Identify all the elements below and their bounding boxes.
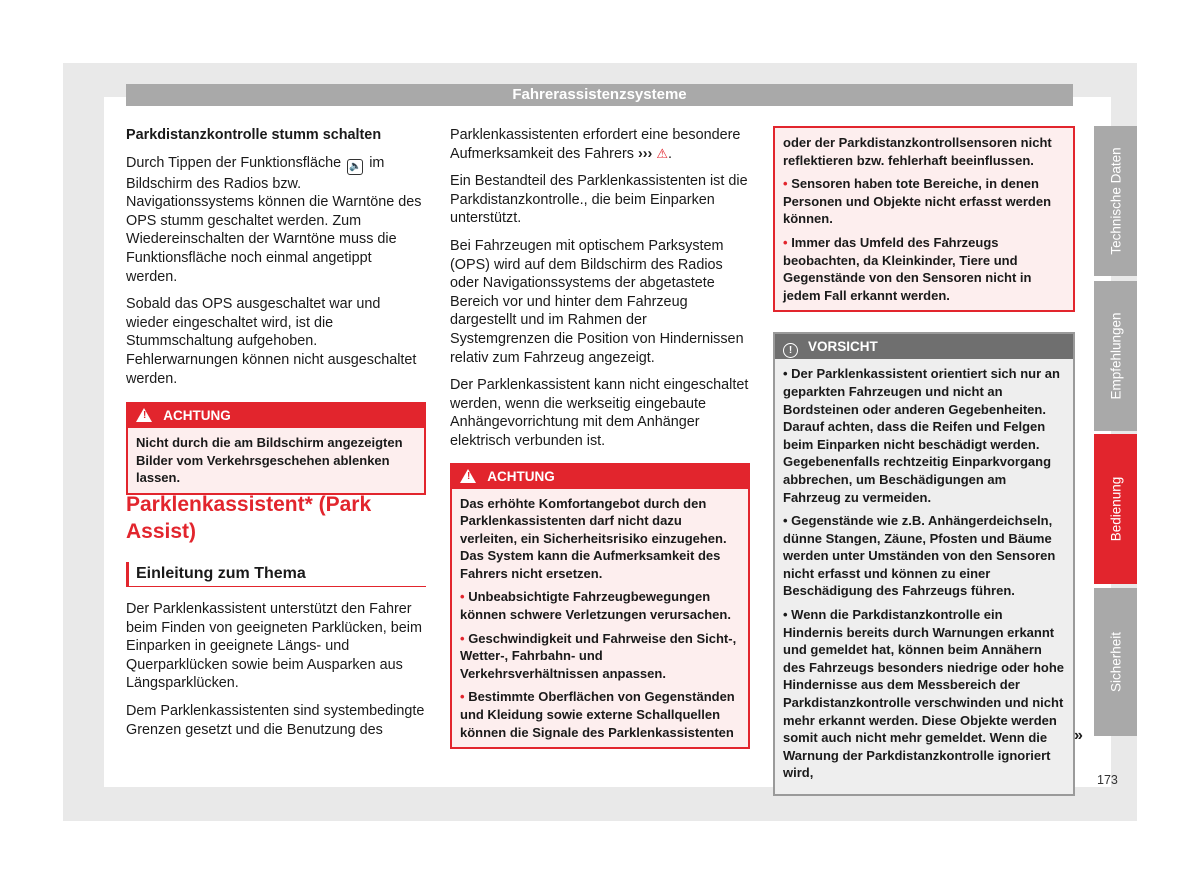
- bullet-icon: •: [783, 176, 788, 192]
- topic-heading: Einleitung zum Thema: [126, 562, 426, 587]
- subsection-heading: Parkdistanzkontrolle stumm schalten: [126, 127, 382, 143]
- page-number: 173: [1097, 773, 1118, 787]
- warning-text: Nicht durch die am Bildschirm angezeigten Bilder vom Verkehrsgeschehen ablenken lassen.: [136, 435, 403, 486]
- chapter-header: Fahrerassistenzsysteme: [126, 84, 1073, 106]
- bullet-icon: •: [460, 589, 465, 605]
- cross-reference-link[interactable]: ›››: [637, 145, 653, 162]
- paragraph: Durch Tippen der Funktionsfläche 🔈 im Bildschirm des Radios bzw. Navigationssystems können die Warntöne des OPS stumm geschaltet werden. Zum Wiedereinschalten der Warntöne muss die Funktionsfläche noch einmal angetippt werden.: [126, 154, 422, 285]
- warning-box-continued: [773, 126, 1075, 312]
- list-item: • Gegenstände wie z.B. Anhängerdeichseln, dünne Stangen, Zäune, Pfosten und Bäume werden unter Umständen von den Sensoren nicht erfasst und können zu einer Beschädigung des Fahrzeugs führen.: [783, 513, 1056, 599]
- warning-header: ! ACHTUNG: [128, 404, 424, 428]
- tab-bedienung[interactable]: Bedienung: [1094, 434, 1137, 584]
- list-item: • Wenn die Parkdistanzkontrolle ein Hindernis bereits durch Warnungen erkannt und gemeldet hat, können beim Annähern des Fahrzeugs besonders niedrige oder hohe Hindernisse aus dem Messbereich der Parkdistanzkontrolle verschwinden und nicht mehr erkannt werden. Diese Objekte werden somit auch nicht mehr gemeldet. Wenn die Warnung der Parkdistanzkontrolle ignoriert wird,: [783, 607, 1065, 781]
- list-item: • Sensoren haben tote Bereiche, in denen Personen und Objekte nicht erfasst werden können.: [783, 176, 1052, 227]
- bullet-icon: •: [460, 689, 465, 705]
- bullet-icon: •: [783, 234, 788, 250]
- tab-technische-daten[interactable]: Technische Daten: [1094, 126, 1137, 276]
- tab-sicherheit[interactable]: Sicherheit: [1094, 588, 1137, 736]
- paragraph: Parklenkassistenten erfordert eine besondere Aufmerksamkeit des Fahrers ››› ⚠.: [450, 127, 741, 162]
- caution-text: [775, 359, 1073, 794]
- warning-header: ! ACHTUNG: [452, 465, 748, 489]
- list-item: • Geschwindigkeit und Fahrweise den Sicht-, Wetter-, Fahrbahn- und Verkehrsverhältnissen anpassen.: [460, 630, 737, 681]
- caution-box: [773, 332, 1075, 796]
- speaker-mute-icon: 🔈: [347, 159, 363, 175]
- list-item: • Unbeabsichtigte Fahrzeugbewegungen können schwere Verletzungen verursachen.: [460, 589, 731, 623]
- warning-box: [450, 463, 750, 750]
- list-item: • Immer das Umfeld des Fahrzeugs beobachten, da Kleinkinder, Tiere und Gegenstände von den Sensoren nicht in jedem Fall erkannt werden.: [783, 234, 1032, 303]
- paragraph: Bei Fahrzeugen mit optischem Parksystem (OPS) wird auf dem Bildschirm des Radios oder Navigationssystems der abgetastete Bereich vor und hinter dem Fahrzeug dargestellt und im Rahmen der Systemgrenzen die Position von Hindernissen relativ zum Fahrzeug angezeigt.: [450, 237, 744, 366]
- warning-box: [126, 402, 426, 495]
- column-1-continued: [126, 600, 426, 748]
- paragraph: Der Parklenkassistent unterstützt den Fahrer beim Finden von geeigneten Parklücken, beim Einparken in geeignete Längs- und Querparklücken sowie beim Ausparken aus Längsparklücken.: [126, 601, 422, 692]
- info-circle-icon: !: [783, 343, 798, 358]
- warning-reference-icon: ⚠: [656, 145, 668, 161]
- warning-triangle-icon: !: [460, 469, 476, 483]
- paragraph: Ein Bestandteil des Parklenkassistenten ist die Parkdistanzkontrolle., die beim Einparken unterstützt.: [450, 173, 748, 227]
- bullet-icon: •: [460, 630, 465, 646]
- tab-empfehlungen[interactable]: Empfehlungen: [1094, 281, 1137, 431]
- list-item: • Der Parklenkassistent orientiert sich nur an geparkten Fahrzeugen und nicht an Bordsteinen oder anderen Gegebenheiten. Darauf achten, dass die Reifen und Felgen beim Einparken nicht beschädigt werden. Gegebenenfalls rechtzeitig Einparkvorgang abbrechen, um Beschädigungen am Fahrzeug zu vermeiden.: [783, 366, 1060, 505]
- paragraph: Der Parklenkassistent kann nicht eingeschaltet werden, wenn die werkseitig eingebaute Anhängevorrichtung mit dem Anhänger elektrisch verbunden ist.: [450, 377, 749, 449]
- column-3: [773, 126, 1075, 796]
- warning-triangle-icon: !: [136, 408, 152, 422]
- column-1: [126, 126, 426, 495]
- paragraph: Dem Parklenkassistenten sind systembedingte Grenzen gesetzt und die Benutzung des: [126, 702, 425, 738]
- paragraph: Sobald das OPS ausgeschaltet war und wieder eingeschaltet wird, ist die Stummschaltung aufgehoben. Fehlerwarnungen können nicht ausgeschaltet werden.: [126, 296, 417, 387]
- continue-arrow-icon: »: [1074, 727, 1083, 744]
- warning-text: oder der Parkdistanzkontrollsensoren nicht reflektieren bzw. fehlerhaft beeinflussen. • Sensoren haben tote Bereiche, in denen Personen und Objekte nicht erfasst werden können. • Immer das Umfeld des Fahrzeugs beobachten, da Kleinkinder, Tiere und Gegenstände von den Sensoren nicht in jedem Fall erkannt werden.: [775, 128, 1073, 310]
- warning-text: Das erhöhte Komfortangebot durch den Parklenkassistenten darf nicht dazu verleiten, ein Sicherheitsrisiko einzugehen. Das System kann die Aufmerksamkeit des Fahrers nicht ersetzen. • Unbeabsichtigte Fahrzeugbewegungen können schwere Verletzungen verursachen. • Geschwindigkeit und Fahrweise den Sicht-, Wetter-, Fahrbahn- und Verkehrsverhältnissen anpassen. • Bestimmte Oberflächen von Gegenständen und Kleidung sowie externe Schallquellen können die Signale des Parklenkassistenten: [452, 489, 748, 748]
- section-title: Parklenkassistent* (Park Assist): [126, 493, 372, 543]
- column-2: [450, 126, 750, 749]
- list-item: • Bestimmte Oberflächen von Gegenständen und Kleidung sowie externe Schallquellen können die Signale des Parklenkassistenten: [460, 689, 735, 740]
- caution-header: ! VORSICHT: [775, 334, 1073, 359]
